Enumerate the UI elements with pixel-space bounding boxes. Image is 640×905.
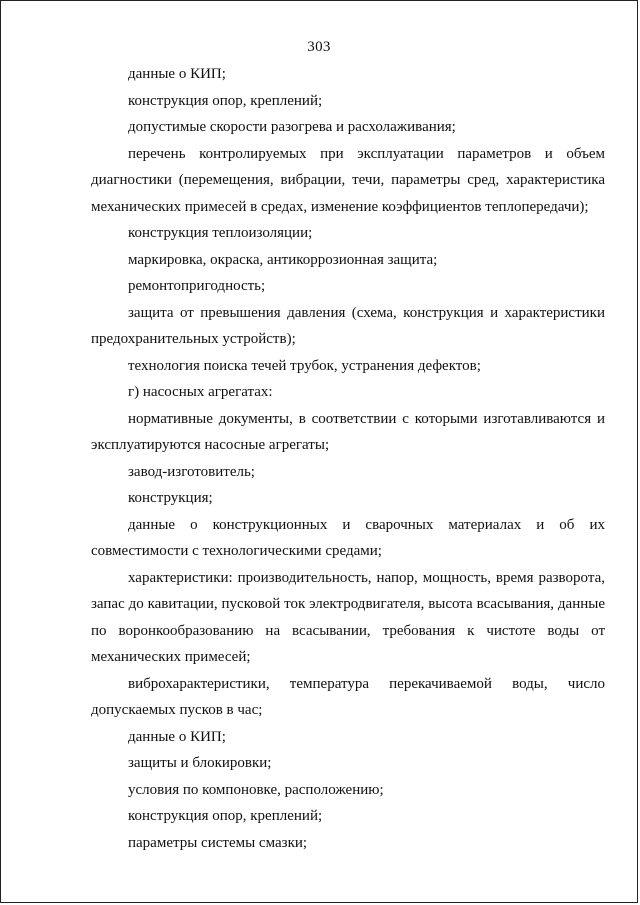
paragraph: условия по компоновке, расположению; <box>128 781 384 798</box>
paragraph: конструкция опор, креплений; <box>128 92 323 109</box>
paragraph: нормативные документы, в соответствии с которыми изготавливаются и эксплуатируются насосные агрегаты; <box>91 410 605 453</box>
paragraph: допустимые скорости разогрева и расхолаживания; <box>128 119 456 135</box>
paragraph: завод-изготовитель; <box>128 463 255 480</box>
paragraph: данные о КИП; <box>128 66 226 82</box>
paragraph: маркировка, окраска, антикоррозионная защита; <box>128 251 438 268</box>
page-body <box>91 61 605 856</box>
paragraph: защиты и блокировки; <box>128 755 272 771</box>
page-number: 303 <box>307 39 331 55</box>
paragraph: ремонтопригодность; <box>128 278 266 294</box>
paragraph: конструкция опор, креплений; <box>128 808 323 824</box>
paragraph: перечень контролируемых при эксплуатации параметров и объем диагностики (перемещения, вибрации, течи, параметры сред, характеристика механических примесей в средах, изменение коэффициентов теплопередачи); <box>91 145 605 215</box>
section-heading: г) насосных агрегатах: <box>128 384 273 400</box>
paragraph: параметры системы смазки; <box>128 834 308 851</box>
paragraph: конструкция; <box>128 490 213 506</box>
paragraph: виброхарактеристики, температура перекачиваемой воды, число допускаемых пусков в час; <box>91 675 605 718</box>
paragraph: данные о конструкционных и сварочных материалах и об их совместимости с технологическими средами; <box>91 516 605 559</box>
paragraph: данные о КИП; <box>128 728 226 745</box>
paragraph: защита от превышения давления (схема, конструкция и характеристики предохранительных устройств); <box>91 304 605 347</box>
paragraph: характеристики: производительность, напор, мощность, время разворота, запас до кавитации, пусковой ток электродвигателя, высота всасывания, данные по воронкообразованию на всасывании, требования к чистоте воды от механических примесей; <box>91 569 605 665</box>
paragraph: конструкция теплоизоляции; <box>128 225 313 241</box>
paragraph: технология поиска течей трубок, устранения дефектов; <box>128 357 481 374</box>
